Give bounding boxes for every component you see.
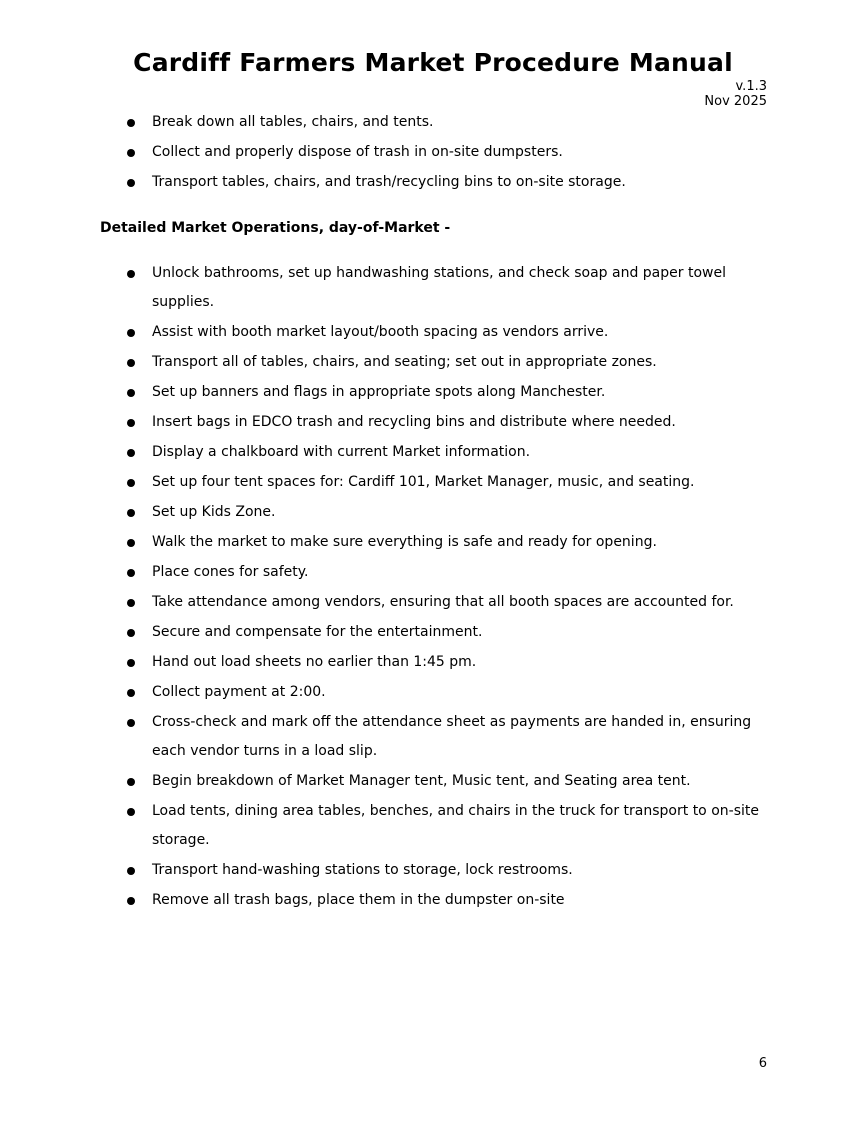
page-number: 6: [758, 1056, 767, 1071]
list-item: [0, 797, 772, 855]
list-item: [0, 767, 772, 796]
list-item: [0, 348, 772, 377]
bullet-icon: [127, 509, 135, 517]
list-item-text: Take attendance among vendors, ensuring that all booth spaces are accounted for.: [152, 594, 734, 610]
list-item-text: Collect and properly dispose of trash in on-site dumpsters.: [152, 144, 563, 160]
list-item-text: Walk the market to make sure everything is safe and ready for opening.: [152, 534, 657, 550]
list-item: [0, 138, 772, 167]
version-block: [704, 79, 767, 109]
list-item-text: Set up Kids Zone.: [152, 504, 276, 520]
list-item: [0, 648, 772, 677]
bullet-icon: [127, 808, 135, 816]
list-item-text: Set up banners and flags in appropriate spots along Manchester.: [152, 384, 606, 400]
breakdown-list: [0, 108, 772, 198]
bullet-icon: [127, 419, 135, 427]
bullet-icon: [127, 359, 135, 367]
list-item: [0, 678, 772, 707]
list-item: [0, 618, 772, 647]
list-item: [0, 528, 772, 557]
bullet-icon: [127, 329, 135, 337]
bullet-icon: [127, 719, 135, 727]
list-item-text: Place cones for safety.: [152, 564, 309, 580]
list-item-text: Set up four tent spaces for: Cardiff 101, Market Manager, music, and seating.: [152, 474, 695, 490]
version-date: Nov 2025: [704, 94, 767, 109]
bullet-icon: [127, 179, 135, 187]
list-item: [0, 378, 772, 407]
list-item: [0, 588, 772, 617]
list-item-text: Cross-check and mark off the attendance sheet as payments are handed in, ensuring each vendor turns in a load slip.: [152, 714, 752, 759]
list-item: [0, 498, 772, 527]
bullet-icon: [127, 270, 135, 278]
bullet-icon: [127, 449, 135, 457]
bullet-icon: [127, 867, 135, 875]
list-item-text: Display a chalkboard with current Market information.: [152, 444, 531, 460]
list-item: [0, 468, 772, 497]
bullet-icon: [127, 629, 135, 637]
list-item-text: Assist with booth market layout/booth spacing as vendors arrive.: [152, 324, 609, 340]
list-item: [0, 108, 772, 137]
list-item-text: Hand out load sheets no earlier than 1:45 pm.: [152, 654, 477, 670]
version-label: v.1.3: [735, 79, 767, 94]
list-item: [0, 558, 772, 587]
list-item: [0, 259, 772, 317]
bullet-icon: [127, 119, 135, 127]
document-title: Cardiff Farmers Market Procedure Manual: [133, 48, 733, 77]
list-item-text: Begin breakdown of Market Manager tent, Music tent, and Seating area tent.: [152, 773, 691, 789]
operations-list: [0, 259, 772, 916]
section-heading: Detailed Market Operations, day-of-Market -: [100, 220, 451, 236]
list-item: [0, 886, 772, 915]
list-item: [0, 168, 772, 197]
list-item-text: Break down all tables, chairs, and tents.: [152, 114, 434, 130]
list-item-text: Collect payment at 2:00.: [152, 684, 326, 700]
list-item: [0, 408, 772, 437]
bullet-icon: [127, 149, 135, 157]
bullet-icon: [127, 539, 135, 547]
bullet-icon: [127, 778, 135, 786]
bullet-icon: [127, 569, 135, 577]
bullet-icon: [127, 689, 135, 697]
list-item-text: Transport tables, chairs, and trash/recycling bins to on-site storage.: [152, 174, 626, 190]
list-item-text: Remove all trash bags, place them in the dumpster on-site: [152, 892, 565, 908]
list-item-text: Transport hand-washing stations to storage, lock restrooms.: [152, 862, 573, 878]
list-item-text: Secure and compensate for the entertainment.: [152, 624, 483, 640]
bullet-icon: [127, 659, 135, 667]
bullet-icon: [127, 389, 135, 397]
list-item-text: Transport all of tables, chairs, and seating; set out in appropriate zones.: [152, 354, 657, 370]
list-item: [0, 318, 772, 347]
bullet-icon: [127, 599, 135, 607]
bullet-icon: [127, 479, 135, 487]
list-item-text: Load tents, dining area tables, benches, and chairs in the truck for transport to on-site storage.: [152, 803, 759, 848]
list-item: [0, 438, 772, 467]
list-item-text: Unlock bathrooms, set up handwashing stations, and check soap and paper towel supplies.: [152, 265, 726, 310]
bullet-icon: [127, 897, 135, 905]
list-item: [0, 708, 772, 766]
list-item-text: Insert bags in EDCO trash and recycling bins and distribute where needed.: [152, 414, 676, 430]
list-item: [0, 856, 772, 885]
